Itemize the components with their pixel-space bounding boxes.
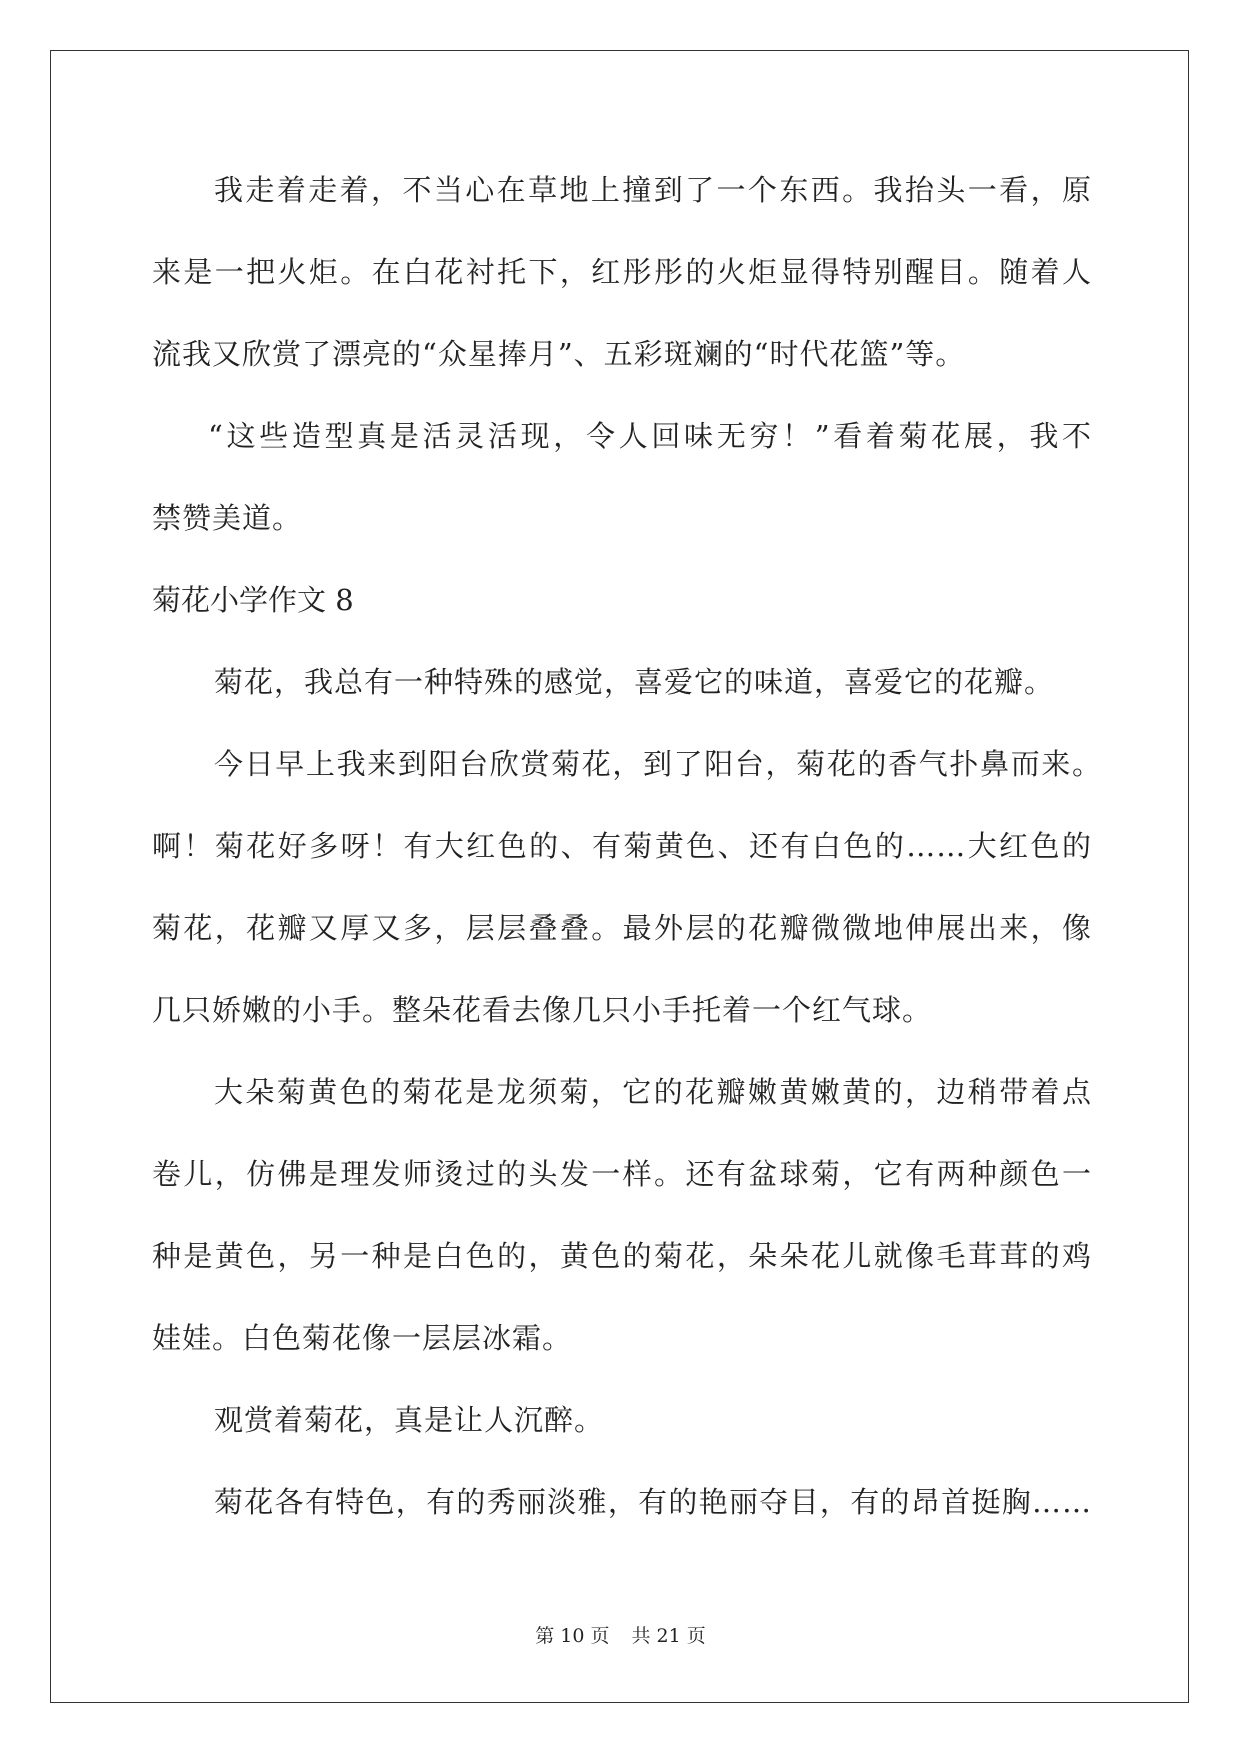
paragraph-line: 来是一把火炬。在白花衬托下，红彤彤的火炬显得特别醒目。随着人 bbox=[152, 255, 1092, 289]
page-footer bbox=[0, 1624, 1241, 1648]
paragraph-line: 种是黄色，另一种是白色的，黄色的菊花，朵朵花儿就像毛茸茸的鸡 bbox=[152, 1239, 1092, 1273]
paragraph-line: “这些造型真是活灵活现，令人回味无穷！”看着菊花展，我不 bbox=[208, 419, 1092, 453]
paragraph-line: 流我又欣赏了漂亮的“众星捧月”、五彩斑斓的“时代花篮”等。 bbox=[152, 337, 966, 371]
paragraph-line: 菊花，我总有一种特殊的感觉，喜爱它的味道，喜爱它的花瓣。 bbox=[214, 665, 1055, 699]
paragraph-line: 几只娇嫩的小手。整朵花看去像几只小手托着一个红气球。 bbox=[152, 993, 933, 1027]
paragraph-line: 娃娃。白色菊花像一层层冰霜。 bbox=[152, 1321, 573, 1355]
page-total: 共 21 页 bbox=[631, 1625, 706, 1647]
paragraph-line: 菊花各有特色，有的秀丽淡雅，有的艳丽夺目，有的昂首挺胸…… bbox=[214, 1485, 1092, 1519]
section-heading: 菊花小学作文 8 bbox=[152, 583, 354, 617]
paragraph-line: 卷儿，仿佛是理发师烫过的头发一样。还有盆球菊，它有两种颜色一 bbox=[152, 1157, 1092, 1191]
paragraph-line: 观赏着菊花，真是让人沉醉。 bbox=[214, 1403, 605, 1437]
paragraph-line: 大朵菊黄色的菊花是龙须菊，它的花瓣嫩黄嫩黄的，边稍带着点 bbox=[214, 1075, 1092, 1109]
page-border bbox=[50, 50, 1189, 1703]
paragraph-line: 菊花，花瓣又厚又多，层层叠叠。最外层的花瓣微微地伸展出来，像 bbox=[152, 911, 1092, 945]
paragraph-line: 啊！菊花好多呀！有大红色的、有菊黄色、还有白色的……大红色的 bbox=[152, 829, 1092, 863]
paragraph-line: 禁赞美道。 bbox=[152, 501, 303, 535]
paragraph-line: 我走着走着，不当心在草地上撞到了一个东西。我抬头一看，原 bbox=[214, 173, 1092, 207]
page-number: 第 10 页 bbox=[535, 1625, 610, 1647]
paragraph-line: 今日早上我来到阳台欣赏菊花，到了阳台，菊花的香气扑鼻而来。 bbox=[214, 747, 1102, 781]
